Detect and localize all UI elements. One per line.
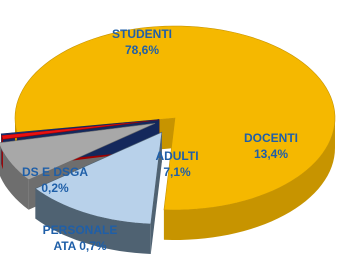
data-label-personale-ata: PERSONALE ATA 0,7%: [42, 223, 118, 253]
pie-slice-wall: [2, 135, 3, 169]
data-label-ds-e-dsga: DS E DSGA 0,2%: [21, 165, 89, 195]
data-label-adulti: ADULTI 7,1%: [155, 149, 199, 179]
data-label-studenti: STUDENTI 78,6%: [112, 27, 172, 57]
data-label-docenti: DOCENTI 13,4%: [244, 131, 298, 161]
